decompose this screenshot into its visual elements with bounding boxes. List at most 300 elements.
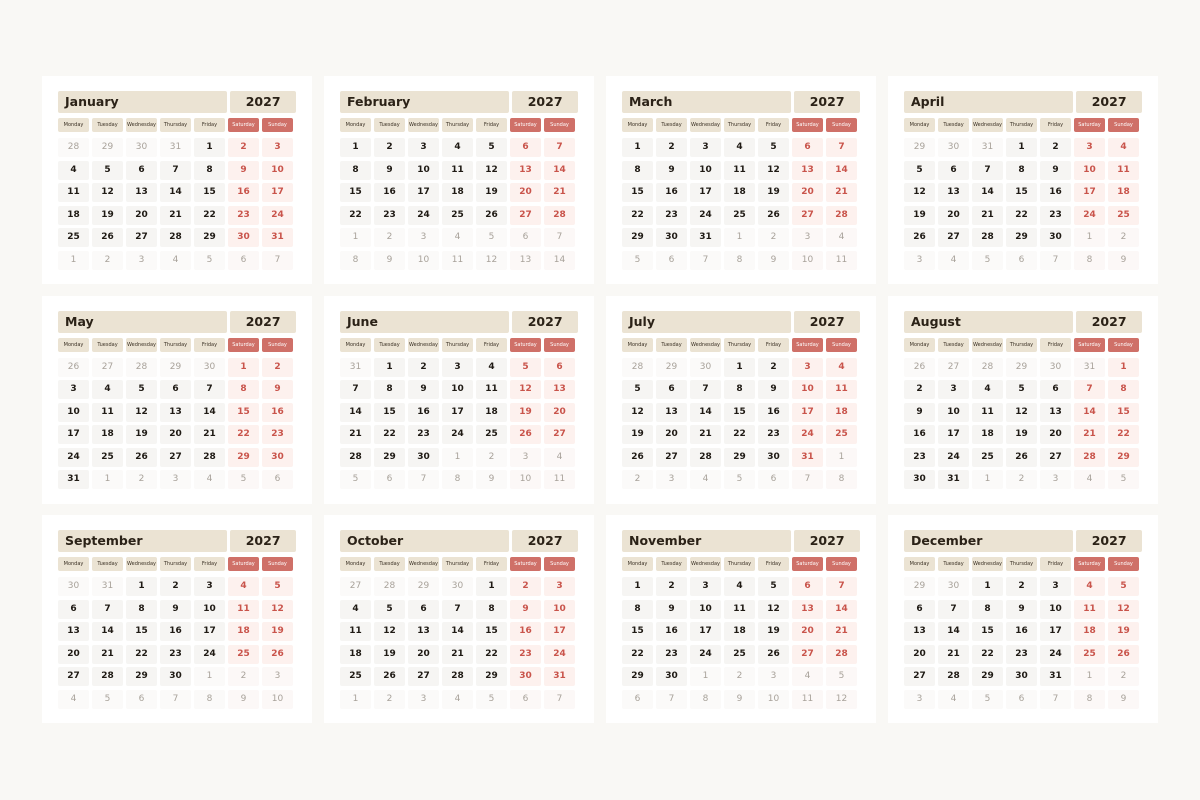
day-cell: 6 bbox=[656, 380, 687, 399]
day-cell: 27 bbox=[792, 206, 823, 225]
day-cell: 1 bbox=[622, 138, 653, 157]
day-cell: 31 bbox=[690, 228, 721, 247]
day-cell: 30 bbox=[262, 448, 293, 467]
day-cell: 9 bbox=[228, 161, 259, 180]
weekday-label: Saturday bbox=[510, 118, 541, 132]
weekday-label: Monday bbox=[622, 557, 653, 571]
day-cell: 17 bbox=[1074, 183, 1105, 202]
day-cell: 1 bbox=[1006, 138, 1037, 157]
adjacent-month-day-cell: 10 bbox=[792, 251, 823, 270]
day-cell: 23 bbox=[904, 448, 935, 467]
day-cell: 8 bbox=[340, 161, 371, 180]
weekday-label: Monday bbox=[340, 338, 371, 352]
month-header bbox=[904, 91, 1142, 113]
weekday-label: Tuesday bbox=[374, 338, 405, 352]
day-cell: 10 bbox=[408, 161, 439, 180]
adjacent-month-day-cell: 8 bbox=[340, 251, 371, 270]
day-cell: 31 bbox=[938, 470, 969, 489]
day-cell: 24 bbox=[408, 206, 439, 225]
month-card-august bbox=[888, 296, 1158, 504]
day-cell: 6 bbox=[792, 138, 823, 157]
month-card-july bbox=[606, 296, 876, 504]
adjacent-month-day-cell: 1 bbox=[1074, 228, 1105, 247]
weekday-label: Saturday bbox=[228, 557, 259, 571]
month-name: November bbox=[622, 530, 791, 552]
weekday-label: Thursday bbox=[160, 338, 191, 352]
adjacent-month-day-cell: 8 bbox=[724, 251, 755, 270]
month-year: 2027 bbox=[794, 311, 860, 333]
day-cell: 29 bbox=[194, 228, 225, 247]
day-cell: 14 bbox=[826, 161, 857, 180]
adjacent-month-day-cell: 28 bbox=[374, 577, 405, 596]
weekday-header-row bbox=[904, 557, 1142, 571]
adjacent-month-day-cell: 4 bbox=[938, 251, 969, 270]
day-cell: 15 bbox=[228, 403, 259, 422]
day-cell: 18 bbox=[58, 206, 89, 225]
day-cell: 12 bbox=[262, 600, 293, 619]
day-cell: 3 bbox=[690, 577, 721, 596]
day-cell: 29 bbox=[374, 448, 405, 467]
day-cell: 16 bbox=[262, 403, 293, 422]
adjacent-month-day-cell: 7 bbox=[160, 690, 191, 709]
day-cell: 23 bbox=[656, 645, 687, 664]
day-cell: 25 bbox=[1108, 206, 1139, 225]
weekday-label: Thursday bbox=[160, 118, 191, 132]
days-grid bbox=[622, 577, 860, 709]
day-cell: 28 bbox=[194, 448, 225, 467]
adjacent-month-day-cell: 2 bbox=[92, 251, 123, 270]
day-cell: 21 bbox=[826, 183, 857, 202]
adjacent-month-day-cell: 1 bbox=[340, 690, 371, 709]
adjacent-month-day-cell: 27 bbox=[92, 358, 123, 377]
month-header bbox=[340, 311, 578, 333]
weekday-label: Wednesday bbox=[126, 118, 157, 132]
day-cell: 8 bbox=[972, 600, 1003, 619]
weekday-label: Tuesday bbox=[92, 338, 123, 352]
day-cell: 10 bbox=[690, 161, 721, 180]
day-cell: 15 bbox=[194, 183, 225, 202]
adjacent-month-day-cell: 10 bbox=[758, 690, 789, 709]
day-cell: 20 bbox=[792, 183, 823, 202]
day-cell: 12 bbox=[126, 403, 157, 422]
adjacent-month-day-cell: 7 bbox=[544, 690, 575, 709]
month-header bbox=[622, 530, 860, 552]
adjacent-month-day-cell: 28 bbox=[126, 358, 157, 377]
day-cell: 10 bbox=[544, 600, 575, 619]
month-year: 2027 bbox=[794, 530, 860, 552]
day-cell: 19 bbox=[758, 183, 789, 202]
day-cell: 30 bbox=[656, 667, 687, 686]
day-cell: 19 bbox=[510, 403, 541, 422]
adjacent-month-day-cell: 6 bbox=[758, 470, 789, 489]
adjacent-month-day-cell: 7 bbox=[690, 251, 721, 270]
adjacent-month-day-cell: 5 bbox=[476, 228, 507, 247]
day-cell: 22 bbox=[126, 645, 157, 664]
day-cell: 24 bbox=[690, 645, 721, 664]
adjacent-month-day-cell: 9 bbox=[758, 251, 789, 270]
day-cell: 4 bbox=[1108, 138, 1139, 157]
weekday-label: Thursday bbox=[724, 118, 755, 132]
day-cell: 5 bbox=[758, 577, 789, 596]
day-cell: 14 bbox=[1074, 403, 1105, 422]
day-cell: 21 bbox=[340, 425, 371, 444]
day-cell: 10 bbox=[262, 161, 293, 180]
adjacent-month-day-cell: 4 bbox=[160, 251, 191, 270]
day-cell: 18 bbox=[972, 425, 1003, 444]
day-cell: 4 bbox=[1074, 577, 1105, 596]
weekday-header-row bbox=[622, 557, 860, 571]
day-cell: 4 bbox=[340, 600, 371, 619]
day-cell: 12 bbox=[374, 622, 405, 641]
day-cell: 28 bbox=[1074, 448, 1105, 467]
weekday-header-row bbox=[904, 118, 1142, 132]
adjacent-month-day-cell: 4 bbox=[938, 690, 969, 709]
adjacent-month-day-cell: 1 bbox=[340, 228, 371, 247]
day-cell: 20 bbox=[126, 206, 157, 225]
adjacent-month-day-cell: 3 bbox=[160, 470, 191, 489]
day-cell: 14 bbox=[938, 622, 969, 641]
month-card-april bbox=[888, 76, 1158, 284]
day-cell: 23 bbox=[1006, 645, 1037, 664]
adjacent-month-day-cell: 9 bbox=[1108, 251, 1139, 270]
day-cell: 19 bbox=[904, 206, 935, 225]
day-cell: 7 bbox=[544, 138, 575, 157]
day-cell: 4 bbox=[228, 577, 259, 596]
day-cell: 16 bbox=[656, 183, 687, 202]
day-cell: 3 bbox=[544, 577, 575, 596]
day-cell: 27 bbox=[58, 667, 89, 686]
day-cell: 19 bbox=[758, 622, 789, 641]
day-cell: 31 bbox=[1040, 667, 1071, 686]
adjacent-month-day-cell: 7 bbox=[262, 251, 293, 270]
month-year: 2027 bbox=[1076, 311, 1142, 333]
day-cell: 3 bbox=[690, 138, 721, 157]
month-year: 2027 bbox=[230, 530, 296, 552]
day-cell: 8 bbox=[622, 161, 653, 180]
day-cell: 26 bbox=[126, 448, 157, 467]
days-grid bbox=[58, 577, 296, 709]
day-cell: 16 bbox=[656, 622, 687, 641]
adjacent-month-day-cell: 5 bbox=[476, 690, 507, 709]
adjacent-month-day-cell: 9 bbox=[374, 251, 405, 270]
adjacent-month-day-cell: 29 bbox=[160, 358, 191, 377]
weekday-header-row bbox=[622, 118, 860, 132]
day-cell: 16 bbox=[904, 425, 935, 444]
weekday-label: Friday bbox=[758, 557, 789, 571]
day-cell: 13 bbox=[792, 600, 823, 619]
day-cell: 23 bbox=[758, 425, 789, 444]
day-cell: 26 bbox=[262, 645, 293, 664]
weekday-label: Friday bbox=[194, 557, 225, 571]
weekday-label: Wednesday bbox=[972, 118, 1003, 132]
adjacent-month-day-cell: 29 bbox=[408, 577, 439, 596]
adjacent-month-day-cell: 29 bbox=[92, 138, 123, 157]
day-cell: 23 bbox=[510, 645, 541, 664]
month-header bbox=[622, 311, 860, 333]
day-cell: 2 bbox=[656, 138, 687, 157]
day-cell: 1 bbox=[622, 577, 653, 596]
day-cell: 12 bbox=[510, 380, 541, 399]
day-cell: 26 bbox=[758, 206, 789, 225]
day-cell: 19 bbox=[262, 622, 293, 641]
day-cell: 15 bbox=[126, 622, 157, 641]
weekday-label: Wednesday bbox=[126, 557, 157, 571]
adjacent-month-day-cell: 5 bbox=[972, 251, 1003, 270]
days-grid bbox=[340, 358, 578, 490]
weekday-label: Thursday bbox=[442, 338, 473, 352]
day-cell: 13 bbox=[510, 161, 541, 180]
weekday-header-row bbox=[340, 557, 578, 571]
day-cell: 25 bbox=[340, 667, 371, 686]
day-cell: 18 bbox=[442, 183, 473, 202]
day-cell: 3 bbox=[938, 380, 969, 399]
day-cell: 28 bbox=[544, 206, 575, 225]
adjacent-month-day-cell: 2 bbox=[622, 470, 653, 489]
weekday-label: Monday bbox=[58, 338, 89, 352]
day-cell: 17 bbox=[792, 403, 823, 422]
day-cell: 7 bbox=[972, 161, 1003, 180]
day-cell: 24 bbox=[690, 206, 721, 225]
day-cell: 25 bbox=[1074, 645, 1105, 664]
day-cell: 26 bbox=[904, 228, 935, 247]
day-cell: 20 bbox=[544, 403, 575, 422]
day-cell: 31 bbox=[58, 470, 89, 489]
weekday-label: Sunday bbox=[1108, 557, 1139, 571]
adjacent-month-day-cell: 6 bbox=[510, 228, 541, 247]
day-cell: 19 bbox=[622, 425, 653, 444]
adjacent-month-day-cell: 14 bbox=[544, 251, 575, 270]
weekday-label: Monday bbox=[340, 118, 371, 132]
day-cell: 12 bbox=[92, 183, 123, 202]
day-cell: 16 bbox=[1006, 622, 1037, 641]
weekday-label: Saturday bbox=[228, 118, 259, 132]
weekday-label: Monday bbox=[904, 118, 935, 132]
month-year: 2027 bbox=[230, 311, 296, 333]
day-cell: 10 bbox=[792, 380, 823, 399]
month-name: August bbox=[904, 311, 1073, 333]
weekday-label: Thursday bbox=[442, 118, 473, 132]
day-cell: 29 bbox=[622, 228, 653, 247]
adjacent-month-day-cell: 2 bbox=[758, 228, 789, 247]
day-cell: 2 bbox=[904, 380, 935, 399]
month-name: April bbox=[904, 91, 1073, 113]
day-cell: 27 bbox=[544, 425, 575, 444]
day-cell: 18 bbox=[340, 645, 371, 664]
day-cell: 7 bbox=[92, 600, 123, 619]
adjacent-month-day-cell: 29 bbox=[904, 138, 935, 157]
month-name: May bbox=[58, 311, 227, 333]
day-cell: 24 bbox=[1074, 206, 1105, 225]
adjacent-month-day-cell: 31 bbox=[340, 358, 371, 377]
days-grid bbox=[904, 358, 1142, 490]
adjacent-month-day-cell: 8 bbox=[1074, 690, 1105, 709]
day-cell: 20 bbox=[938, 206, 969, 225]
month-year: 2027 bbox=[230, 91, 296, 113]
day-cell: 20 bbox=[792, 622, 823, 641]
day-cell: 9 bbox=[1040, 161, 1071, 180]
day-cell: 18 bbox=[92, 425, 123, 444]
day-cell: 9 bbox=[160, 600, 191, 619]
day-cell: 18 bbox=[1074, 622, 1105, 641]
day-cell: 22 bbox=[374, 425, 405, 444]
weekday-label: Tuesday bbox=[656, 118, 687, 132]
day-cell: 17 bbox=[1040, 622, 1071, 641]
day-cell: 3 bbox=[442, 358, 473, 377]
day-cell: 14 bbox=[442, 622, 473, 641]
adjacent-month-day-cell: 1 bbox=[194, 667, 225, 686]
month-name: June bbox=[340, 311, 509, 333]
day-cell: 14 bbox=[972, 183, 1003, 202]
month-year: 2027 bbox=[794, 91, 860, 113]
weekday-label: Sunday bbox=[826, 557, 857, 571]
day-cell: 17 bbox=[408, 183, 439, 202]
day-cell: 22 bbox=[1108, 425, 1139, 444]
weekday-label: Wednesday bbox=[408, 338, 439, 352]
day-cell: 28 bbox=[826, 645, 857, 664]
weekday-label: Wednesday bbox=[690, 338, 721, 352]
day-cell: 4 bbox=[972, 380, 1003, 399]
adjacent-month-day-cell: 30 bbox=[58, 577, 89, 596]
day-cell: 3 bbox=[1040, 577, 1071, 596]
weekday-label: Friday bbox=[758, 338, 789, 352]
adjacent-month-day-cell: 5 bbox=[826, 667, 857, 686]
weekday-label: Friday bbox=[194, 338, 225, 352]
month-card-february bbox=[324, 76, 594, 284]
weekday-header-row bbox=[58, 557, 296, 571]
day-cell: 16 bbox=[228, 183, 259, 202]
adjacent-month-day-cell: 2 bbox=[476, 448, 507, 467]
day-cell: 13 bbox=[792, 161, 823, 180]
adjacent-month-day-cell: 2 bbox=[374, 690, 405, 709]
adjacent-month-day-cell: 3 bbox=[656, 470, 687, 489]
day-cell: 24 bbox=[58, 448, 89, 467]
day-cell: 3 bbox=[792, 358, 823, 377]
day-cell: 9 bbox=[904, 403, 935, 422]
day-cell: 25 bbox=[228, 645, 259, 664]
adjacent-month-day-cell: 3 bbox=[1040, 470, 1071, 489]
day-cell: 21 bbox=[1074, 425, 1105, 444]
day-cell: 8 bbox=[1108, 380, 1139, 399]
weekday-header-row bbox=[340, 118, 578, 132]
adjacent-month-day-cell: 28 bbox=[58, 138, 89, 157]
weekday-label: Sunday bbox=[544, 338, 575, 352]
adjacent-month-day-cell: 2 bbox=[228, 667, 259, 686]
day-cell: 1 bbox=[340, 138, 371, 157]
adjacent-month-day-cell: 8 bbox=[442, 470, 473, 489]
days-grid bbox=[622, 138, 860, 270]
day-cell: 10 bbox=[194, 600, 225, 619]
adjacent-month-day-cell: 9 bbox=[228, 690, 259, 709]
day-cell: 28 bbox=[340, 448, 371, 467]
day-cell: 7 bbox=[826, 138, 857, 157]
day-cell: 11 bbox=[58, 183, 89, 202]
weekday-header-row bbox=[622, 338, 860, 352]
day-cell: 3 bbox=[408, 138, 439, 157]
day-cell: 29 bbox=[476, 667, 507, 686]
day-cell: 11 bbox=[1108, 161, 1139, 180]
weekday-label: Monday bbox=[58, 118, 89, 132]
day-cell: 2 bbox=[1006, 577, 1037, 596]
day-cell: 27 bbox=[160, 448, 191, 467]
weekday-label: Wednesday bbox=[408, 118, 439, 132]
day-cell: 4 bbox=[442, 138, 473, 157]
day-cell: 19 bbox=[374, 645, 405, 664]
day-cell: 26 bbox=[758, 645, 789, 664]
day-cell: 12 bbox=[476, 161, 507, 180]
adjacent-month-day-cell: 6 bbox=[510, 690, 541, 709]
adjacent-month-day-cell: 3 bbox=[408, 690, 439, 709]
day-cell: 8 bbox=[1006, 161, 1037, 180]
day-cell: 14 bbox=[690, 403, 721, 422]
day-cell: 29 bbox=[1108, 448, 1139, 467]
day-cell: 30 bbox=[1040, 228, 1071, 247]
weekday-label: Friday bbox=[1040, 118, 1071, 132]
adjacent-month-day-cell: 28 bbox=[972, 358, 1003, 377]
adjacent-month-day-cell: 29 bbox=[1006, 358, 1037, 377]
day-cell: 5 bbox=[262, 577, 293, 596]
day-cell: 25 bbox=[724, 206, 755, 225]
adjacent-month-day-cell: 13 bbox=[510, 251, 541, 270]
weekday-label: Monday bbox=[622, 338, 653, 352]
weekday-label: Tuesday bbox=[656, 338, 687, 352]
month-card-may bbox=[42, 296, 312, 504]
adjacent-month-day-cell: 7 bbox=[1040, 251, 1071, 270]
day-cell: 5 bbox=[374, 600, 405, 619]
day-cell: 18 bbox=[724, 183, 755, 202]
adjacent-month-day-cell: 5 bbox=[228, 470, 259, 489]
month-name: October bbox=[340, 530, 509, 552]
weekday-header-row bbox=[904, 338, 1142, 352]
day-cell: 4 bbox=[476, 358, 507, 377]
adjacent-month-day-cell: 2 bbox=[1108, 228, 1139, 247]
month-card-june bbox=[324, 296, 594, 504]
days-grid bbox=[904, 138, 1142, 270]
adjacent-month-day-cell: 2 bbox=[1108, 667, 1139, 686]
day-cell: 26 bbox=[92, 228, 123, 247]
day-cell: 2 bbox=[374, 138, 405, 157]
adjacent-month-day-cell: 5 bbox=[972, 690, 1003, 709]
month-card-september bbox=[42, 515, 312, 723]
day-cell: 26 bbox=[1006, 448, 1037, 467]
day-cell: 9 bbox=[1006, 600, 1037, 619]
day-cell: 7 bbox=[340, 380, 371, 399]
day-cell: 2 bbox=[758, 358, 789, 377]
day-cell: 30 bbox=[904, 470, 935, 489]
day-cell: 24 bbox=[938, 448, 969, 467]
day-cell: 18 bbox=[1108, 183, 1139, 202]
day-cell: 30 bbox=[1006, 667, 1037, 686]
day-cell: 27 bbox=[510, 206, 541, 225]
adjacent-month-day-cell: 7 bbox=[408, 470, 439, 489]
day-cell: 18 bbox=[826, 403, 857, 422]
adjacent-month-day-cell: 1 bbox=[972, 470, 1003, 489]
day-cell: 6 bbox=[160, 380, 191, 399]
day-cell: 2 bbox=[160, 577, 191, 596]
day-cell: 13 bbox=[904, 622, 935, 641]
day-cell: 5 bbox=[904, 161, 935, 180]
month-header bbox=[340, 91, 578, 113]
month-name: January bbox=[58, 91, 227, 113]
adjacent-month-day-cell: 4 bbox=[58, 690, 89, 709]
weekday-label: Sunday bbox=[544, 557, 575, 571]
day-cell: 1 bbox=[228, 358, 259, 377]
day-cell: 20 bbox=[656, 425, 687, 444]
month-card-october bbox=[324, 515, 594, 723]
adjacent-month-day-cell: 11 bbox=[792, 690, 823, 709]
adjacent-month-day-cell: 5 bbox=[622, 251, 653, 270]
day-cell: 7 bbox=[194, 380, 225, 399]
weekday-label: Sunday bbox=[544, 118, 575, 132]
